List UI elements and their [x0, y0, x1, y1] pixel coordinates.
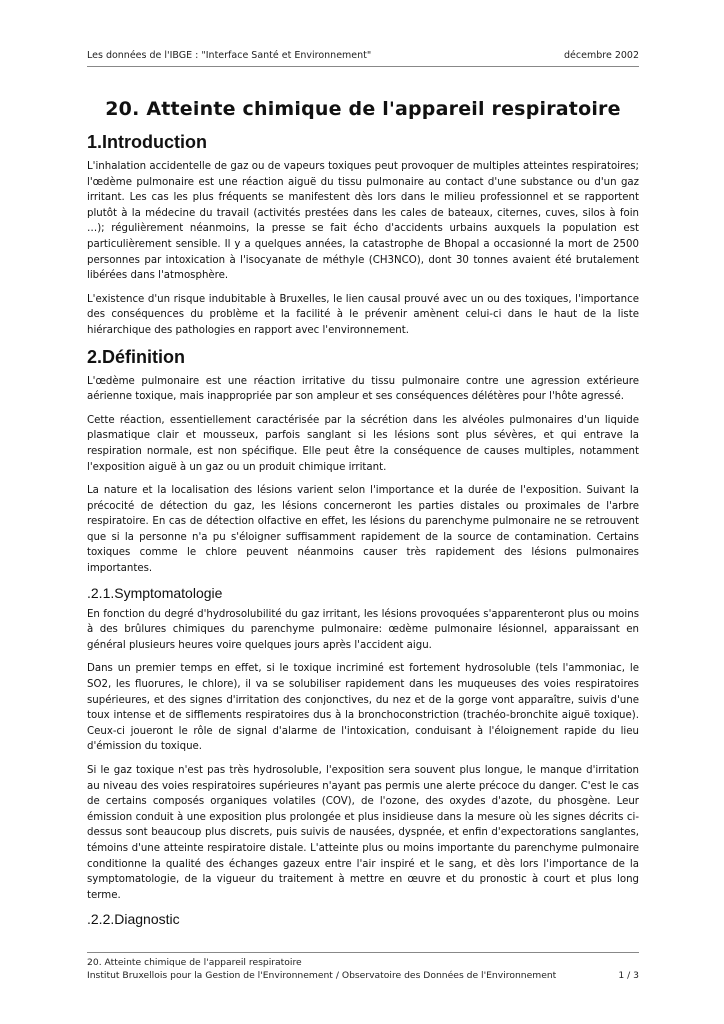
footer-chapter: 20. Atteinte chimique de l'appareil respiratoire: [87, 957, 302, 968]
header-source: Les données de l'IBGE : "Interface Santé et Environnement": [87, 50, 372, 61]
footer-row: [87, 969, 639, 982]
page-number: 1 / 3: [618, 970, 639, 981]
paragraph: Si le gaz toxique n'est pas très hydrosoluble, l'exposition sera souvent plus longue, le manque d'irritation au niveau des voies respiratoires supérieures n'ayant pas permis une alerte précoce du danger. C'est le cas de certains composés organiques volatiles (COV), de l'ozone, des oxydes d'azote, du phosgène. Leur émission conduit à une exposition plus prolongée et plus insidieuse dans la mesure où les signes décrits ci-dessus sont beaucoup plus discrets, puis suivis de nausées, dyspnée, et enfin d'expectorations sanglantes, témoins d'une atteinte respiratoire distale. L'atteinte plus ou moins importante du parenchyme pulmonaire conditionne la qualité des échanges gazeux entre l'air inspiré et le sang, et dès lors l'importance de la symptomatologie, de la vigueur du traitement à mettre en œuvre et du pronostic à court et plus long terme.: [87, 765, 639, 901]
paragraph: La nature et la localisation des lésions varient selon l'importance et la durée de l'exposition. Suivant la précocité de détection du gaz, les lésions concerneront les parties distales ou proximales de l'arbre respiratoire. En cas de détection olfactive en effet, les lésions du parenchyme pulmonaire ne se retrouvent que si la personne n'a pu s'éloigner suffisamment rapidement de la source de contamination. Certains toxiques comme le chlore peuvent néanmoins causer très rapidement des lésions pulmonaires importantes.: [87, 485, 639, 575]
document-body: [87, 98, 639, 933]
paragraph: L'œdème pulmonaire est une réaction irritative du tissu pulmonaire contre une agression extérieure aérienne toxique, mais inappropriée par son ampleur et ses conséquences délétères pour l'hôte agressé.: [87, 375, 639, 403]
page-footer: [87, 952, 639, 982]
subsection-heading-symptomatologie: .2.1.Symptomatologie: [87, 584, 223, 601]
paragraph: L'existence d'un risque indubitable à Bruxelles, le lien causal prouvé avec un ou des toxiques, l'importance des conséquences du problème et la facilité à le prévenir amènent celui-ci dans le haut de la liste hiérarchique des pathologies en rapport avec l'environnement.: [87, 293, 639, 336]
header-date: décembre 2002: [564, 50, 639, 61]
paragraph: L'inhalation accidentelle de gaz ou de vapeurs toxiques peut provoquer de multiples atteintes respiratoires; l'œdème pulmonaire est une réaction aiguë du tissu pulmonaire au contact d'une substance ou d'un gaz irritant. Les cas les plus fréquents se manifestent dès lors dans le milieu professionnel et se rapportent plutôt à la médecine du travail (activités prestées dans les cales de bateaux, citernes, cuves, silos à foin …); régulièrement néanmoins, la presse se fait écho d'accidents urbains auxquels la population est particulièrement sensible. Il y a quelques années, la catastrophe de Bhopal a occasionné la mort de 2500 personnes par intoxication à l'isocyanate de méthyle (CH3NCO), dont 30 tonnes avaient été brutalement libérées dans l'atmosphère.: [87, 161, 639, 282]
paragraph: En fonction du degré d'hydrosolubilité du gaz irritant, les lésions provoquées s'apparenteront plus ou moins à des brûlures chimiques du parenchyme pulmonaire: œdème pulmonaire lésionnel, apparaissant en général plusieurs heures voire quelques jours après l'accident aigu.: [87, 608, 639, 651]
page-header: [87, 50, 639, 67]
section-heading-definition: 2.Définition: [87, 346, 185, 367]
footer-institute: Institut Bruxellois pour la Gestion de l'Environnement / Observatoire des Données de l'Environnement: [87, 970, 557, 981]
document-title: 20. Atteinte chimique de l'appareil respiratoire: [105, 98, 621, 120]
paragraph: Dans un premier temps en effet, si le toxique incriminé est fortement hydrosoluble (tels l'ammoniac, le SO2, les fluorures, le chlore), il va se solubiliser rapidement dans les muqueuses des voies respiratoires supérieures, et des signes d'irritation des conjonctives, du nez et de la gorge vont apparaître, suivis d'une toux intense et de sifflements respiratoires dus à la bronchoconstriction (trachéo-bronchite aiguë toxique). Ceux-ci joueront le rôle de signal d'alarme de l'intoxication, conduisant à l'éloignement rapide du lieu d'émission du toxique.: [87, 663, 639, 753]
paragraph: Cette réaction, essentiellement caractérisée par la sécrétion dans les alvéoles pulmonaires d'un liquide plasmatique clair et mousseux, parfois sanglant si les lésions sont plus sévères, et qui entrave la respiration normale, est non spécifique. Elle peut être la conséquence de causes multiples, notamment l'exposition aiguë à un gaz ou un produit chimique irritant.: [87, 414, 639, 473]
section-heading-introduction: 1.Introduction: [87, 132, 207, 152]
subsection-heading-diagnostic: .2.2.Diagnostic: [87, 911, 180, 928]
